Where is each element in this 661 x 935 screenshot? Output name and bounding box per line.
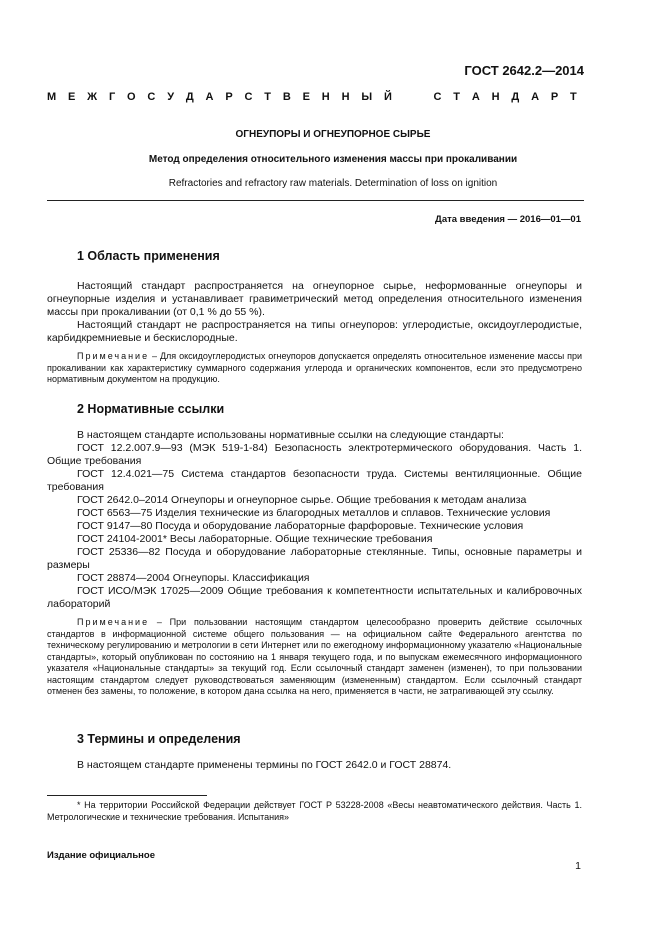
note-text: – Для оксидоуглеродистых огнеупоров допускается определять относительное изменение массы при прокаливании как характеристику суммарного содержания углерода и органических компонентов, если это предусмотрено нормативным документом на продукцию. <box>47 351 582 384</box>
section-3 <box>47 732 582 746</box>
section-1-paragraph: Настоящий стандарт распространяется на огнеупорное сырье, неформованные огнеупоры и огнеупорные изделия и устанавливает гравиметрический метод определения относительного изменения массы при прокаливании (от 0,1 % до 55 %). <box>47 280 582 318</box>
banner-letter: С <box>244 91 253 103</box>
reference-item: ГОСТ 12.2.007.9—93 (МЭК 519-1-84) Безопасность электротермического оборудования. Часть 1. Общие требования <box>47 442 582 467</box>
reference-item: ГОСТ 25336—82 Посуда и оборудование лабораторные стеклянные. Типы, основные параметры и размеры <box>47 546 582 571</box>
section-3-heading: 3 Термины и определения <box>77 732 241 746</box>
banner-letter: Ж <box>87 91 98 103</box>
title-divider <box>47 200 584 201</box>
footnote-separator <box>47 795 207 796</box>
banner-letter: Е <box>302 91 310 103</box>
banner-letter: О <box>127 91 136 103</box>
banner-letter: А <box>471 91 480 103</box>
document-title: ОГНЕУПОРЫ И ОГНЕУПОРНОЕ СЫРЬЕ <box>235 129 431 140</box>
page-number: 1 <box>575 860 581 872</box>
banner-letter: В <box>282 91 291 103</box>
reference-item: ГОСТ 6563—75 Изделия технические из благородных металлов и сплавов. Технические условия <box>77 507 551 519</box>
banner-letter: У <box>167 91 175 103</box>
official-edition-label: Издание официальное <box>47 850 155 861</box>
banner-letter: Р <box>225 91 233 103</box>
banner-letter <box>404 91 407 103</box>
section-1 <box>47 249 582 263</box>
section-2-heading: 2 Нормативные ссылки <box>77 402 225 416</box>
banner-letter: Т <box>453 91 460 103</box>
section-3-paragraph: В настоящем стандарте применены термины по ГОСТ 2642.0 и ГОСТ 28874. <box>77 759 452 771</box>
section-1-paragraph: Настоящий стандарт не распространяется на типы огнеупоров: углеродистые, оксидоуглеродистые, карбидкремниевые и бескислородные. <box>47 319 582 344</box>
banner-letter: Р <box>550 91 559 103</box>
banner-letter: Н <box>321 91 330 103</box>
banner-letter: Д <box>185 91 194 103</box>
section-2 <box>47 402 582 416</box>
banner-letter: Т <box>264 91 272 103</box>
banner-letter: Г <box>108 91 116 103</box>
document-subtitle: Метод определения относительного изменения массы при прокаливании <box>148 154 518 165</box>
reference-item: ГОСТ ИСО/МЭК 17025—2009 Общие требования к компетентности испытательных и калибровочных лабораторий <box>47 585 582 610</box>
section-2-body <box>47 429 582 698</box>
banner-letter: Т <box>570 91 577 103</box>
note-text: – При пользовании настоящим стандартом целесообразно проверить действие ссылочных стандартов в информационной системе общего пользования — на официальном сайте Федерального агентства по техническому регулированию и метрологии в сети Интернет или по ежегодному информационному указателю «Национальные стандарты», который опубликован по состоянию на 1 января текущего года, и по выпускам ежемесячного информационного указателя «Национальные стандарты» за текущий год. Если ссылочный стандарт заменен (изменен), то при пользовании настоящим стандартом следует руководствоваться заменяющим (измененным) стандартом. Если ссылочный стандарт отменен без замены, то положение, в котором дана ссылка на него, применяется в части, не затрагивающей эту ссылку. <box>47 617 582 696</box>
banner-letter: Е <box>68 91 76 103</box>
section-1-body <box>47 280 582 386</box>
banner-letter: Н <box>491 91 500 103</box>
section-1-heading: 1 Область применения <box>77 249 220 263</box>
section-2-note <box>47 617 582 698</box>
reference-item: ГОСТ 2642.0–2014 Огнеупоры и огнеупорное сырье. Общие требования к методам анализа <box>77 494 527 506</box>
banner-letter: А <box>531 91 540 103</box>
footnote: * На территории Российской Федерации действует ГОСТ Р 53228-2008 «Весы неавтоматического действия. Часть 1. Метрологические и технические требования. Испытания» <box>47 800 582 822</box>
banner-letter: А <box>205 91 214 103</box>
note-label: Примечание <box>77 617 150 627</box>
banner-letter: С <box>433 91 442 103</box>
banner-letter: Д <box>511 91 520 103</box>
banner-letter: Й <box>383 91 392 103</box>
interstate-standard-banner <box>47 91 577 103</box>
reference-item: ГОСТ 28874—2004 Огнеупоры. Классификация <box>77 572 310 584</box>
banner-letter: С <box>147 91 156 103</box>
banner-letter <box>419 91 422 103</box>
section-1-note <box>47 351 582 386</box>
banner-letter: М <box>47 91 57 103</box>
note-label: Примечание <box>77 351 150 361</box>
document-designation: ГОСТ 2642.2—2014 <box>464 63 584 78</box>
reference-item: ГОСТ 9147—80 Посуда и оборудование лабораторные фарфоровые. Технические условия <box>77 520 524 532</box>
introduction-date: Дата введения — 2016—01—01 <box>435 214 581 225</box>
banner-letter: Н <box>341 91 350 103</box>
banner-letter: Ы <box>361 91 373 103</box>
reference-item: ГОСТ 12.4.021—75 Система стандартов безопасности труда. Системы вентиляционные. Общие требования <box>47 468 582 493</box>
section-2-intro: В настоящем стандарте использованы нормативные ссылки на следующие стандарты: <box>77 429 504 441</box>
section-3-body <box>47 759 582 772</box>
document-title-english: Refractories and refractory raw materials. Determination of loss on ignition <box>168 178 498 189</box>
reference-item: ГОСТ 24104-2001* Весы лабораторные. Общие технические требования <box>77 533 433 545</box>
